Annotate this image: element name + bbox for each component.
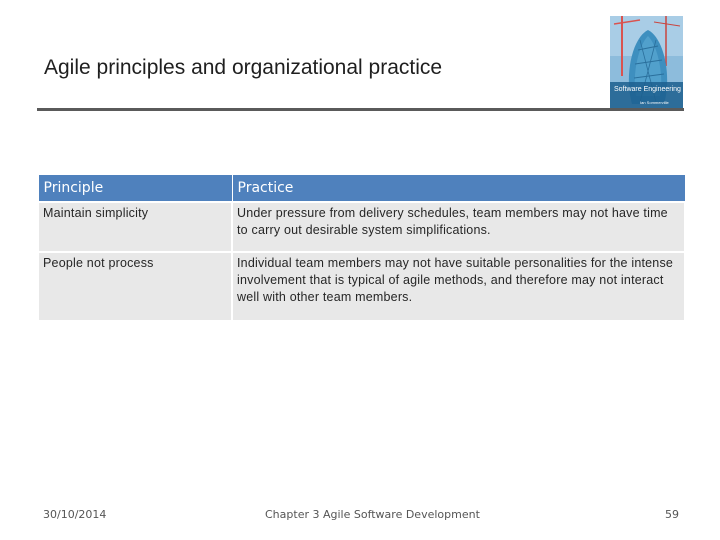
header-practice: Practice bbox=[232, 175, 685, 203]
book-cover-author: Ian Sommerville bbox=[640, 100, 669, 105]
footer-chapter: Chapter 3 Agile Software Development bbox=[265, 508, 480, 521]
book-cover-title: Software Engineering bbox=[614, 86, 681, 93]
footer-page-number: 59 bbox=[665, 508, 679, 521]
practice-cell: Individual team members may not have suitable personalities for the intense involvement that is typical of agile methods, and therefore may not interact well with other team members. bbox=[232, 252, 685, 321]
table-row bbox=[38, 202, 685, 252]
principles-table bbox=[37, 174, 686, 322]
table-row bbox=[38, 252, 685, 321]
principle-cell: People not process bbox=[38, 252, 232, 321]
slide-title: Agile principles and organizational practice bbox=[44, 56, 443, 79]
header-principle: Principle bbox=[38, 175, 232, 203]
book-cover-image bbox=[610, 16, 683, 108]
book-cover-graphic bbox=[610, 16, 683, 108]
footer-date: 30/10/2014 bbox=[43, 508, 107, 521]
practice-cell: Under pressure from delivery schedules, team members may not have time to carry out desirable system simplifications. bbox=[232, 202, 685, 252]
table-header-row bbox=[38, 175, 685, 203]
principle-cell: Maintain simplicity bbox=[38, 202, 232, 252]
title-divider bbox=[37, 108, 684, 111]
